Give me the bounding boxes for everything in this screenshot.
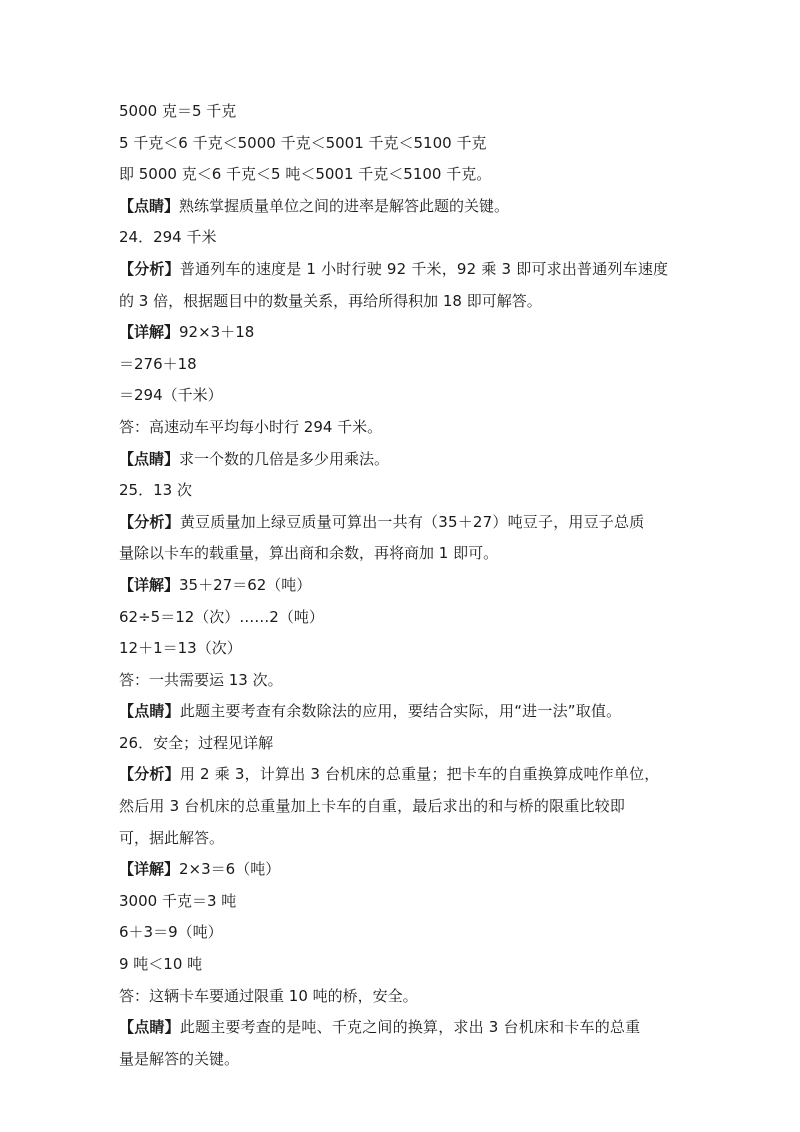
line-text: ＝294（千米） [119, 386, 223, 405]
text-line-6 [119, 254, 719, 286]
text-line-11 [119, 412, 719, 444]
section-tag: 【详解】 [119, 323, 180, 342]
text-line-17 [119, 602, 719, 634]
line-text: 然后用 3 台机床的总重量加上卡车的自重，最后求出的和与桥的限重比较即 [119, 797, 626, 816]
line-text: 6＋3＝9（吨） [119, 923, 223, 942]
text-line-15 [119, 538, 719, 570]
line-text: 62÷5＝12（次）……2（吨） [119, 607, 324, 626]
line-text: 5 千克＜6 千克＜5000 千克＜5001 千克＜5100 千克 [119, 133, 487, 152]
line-text: 此题主要考查的是吨、千克之间的换算，求出 3 台机床和卡车的总重 [179, 1018, 641, 1037]
line-text: 可，据此解答。 [119, 828, 225, 847]
line-text: 黄豆质量加上绿豆质量可算出一共有（35＋27）吨豆子，用豆子总质 [179, 512, 645, 531]
line-text: 35＋27＝62（吨） [179, 575, 312, 594]
text-line-20 [119, 696, 719, 728]
section-tag: 【分析】 [119, 765, 180, 784]
text-line-25 [119, 854, 719, 886]
text-line-7 [119, 286, 719, 318]
question-heading-26 [119, 728, 719, 760]
line-text: 3000 千克＝3 吨 [119, 891, 237, 910]
text-line-26 [119, 886, 719, 918]
line-text: 用 2 乘 3，计算出 3 台机床的总重量；把卡车的自重换算成吨作单位， [179, 765, 660, 784]
text-line-14 [119, 507, 719, 539]
line-text: 9 吨＜10 吨 [119, 955, 203, 974]
line-text: 答：高速动车平均每小时行 294 千米。 [119, 417, 383, 436]
section-tag: 【分析】 [119, 259, 180, 278]
section-tag: 【点睛】 [119, 702, 180, 721]
question-heading-24 [119, 222, 719, 254]
text-line-24 [119, 823, 719, 855]
text-line-18 [119, 633, 719, 665]
text-line-10 [119, 380, 719, 412]
text-line-2 [119, 128, 719, 160]
line-text: 此题主要考查有余数除法的应用，要结合实际，用“进一法”取值。 [179, 702, 622, 721]
line-text: 92×3＋18 [179, 323, 255, 342]
line-text: 熟练掌握质量单位之间的进率是解答此题的关键。 [179, 196, 510, 215]
section-tag: 【详解】 [119, 575, 180, 594]
text-line-16 [119, 570, 719, 602]
line-text: 2×3＝6（吨） [179, 860, 281, 879]
text-line-4 [119, 191, 719, 223]
line-text: 量是解答的关键。 [119, 1049, 240, 1068]
line-text: 普通列车的速度是 1 小时行驶 92 千米，92 乘 3 即可求出普通列车速度 [179, 259, 669, 278]
line-text: 12＋1＝13（次） [119, 639, 242, 658]
line-text: 求一个数的几倍是多少用乘法。 [179, 449, 390, 468]
line-text: 5000 克＝5 千克 [119, 102, 237, 120]
section-tag: 【点睛】 [119, 1018, 180, 1037]
text-line-3 [119, 159, 719, 191]
text-line-27 [119, 917, 719, 949]
text-line-12 [119, 444, 719, 476]
text-line-30 [119, 1012, 719, 1044]
line-text: 答：这辆卡车要通过限重 10 吨的桥，安全。 [119, 986, 418, 1005]
document-page [119, 96, 719, 1075]
question-heading-25 [119, 475, 719, 507]
text-line-19 [119, 665, 719, 697]
text-line-22 [119, 759, 719, 791]
section-tag: 【详解】 [119, 860, 180, 879]
text-line-23 [119, 791, 719, 823]
text-line-29 [119, 981, 719, 1013]
line-text: 答：一共需要运 13 次。 [119, 670, 283, 689]
line-text: 的 3 倍，根据题目中的数量关系，再给所得积加 18 即可解答。 [119, 291, 542, 310]
line-text: 25．13 次 [119, 481, 192, 500]
section-tag: 【点睛】 [119, 449, 180, 468]
section-tag: 【分析】 [119, 512, 180, 531]
line-text: 量除以卡车的载重量，算出商和余数，再将商加 1 即可。 [119, 544, 499, 563]
text-line-9 [119, 349, 719, 381]
line-text: 即 5000 克＜6 千克＜5 吨＜5001 千克＜5100 千克。 [119, 165, 492, 184]
text-line-31 [119, 1044, 719, 1076]
line-text: 24．294 千米 [119, 228, 217, 247]
section-tag: 【点睛】 [119, 196, 180, 215]
text-line-28 [119, 949, 719, 981]
line-text: ＝276＋18 [119, 354, 197, 373]
text-line-1 [119, 96, 719, 128]
line-text: 26．安全；过程见详解 [119, 733, 274, 752]
text-line-8 [119, 317, 719, 349]
